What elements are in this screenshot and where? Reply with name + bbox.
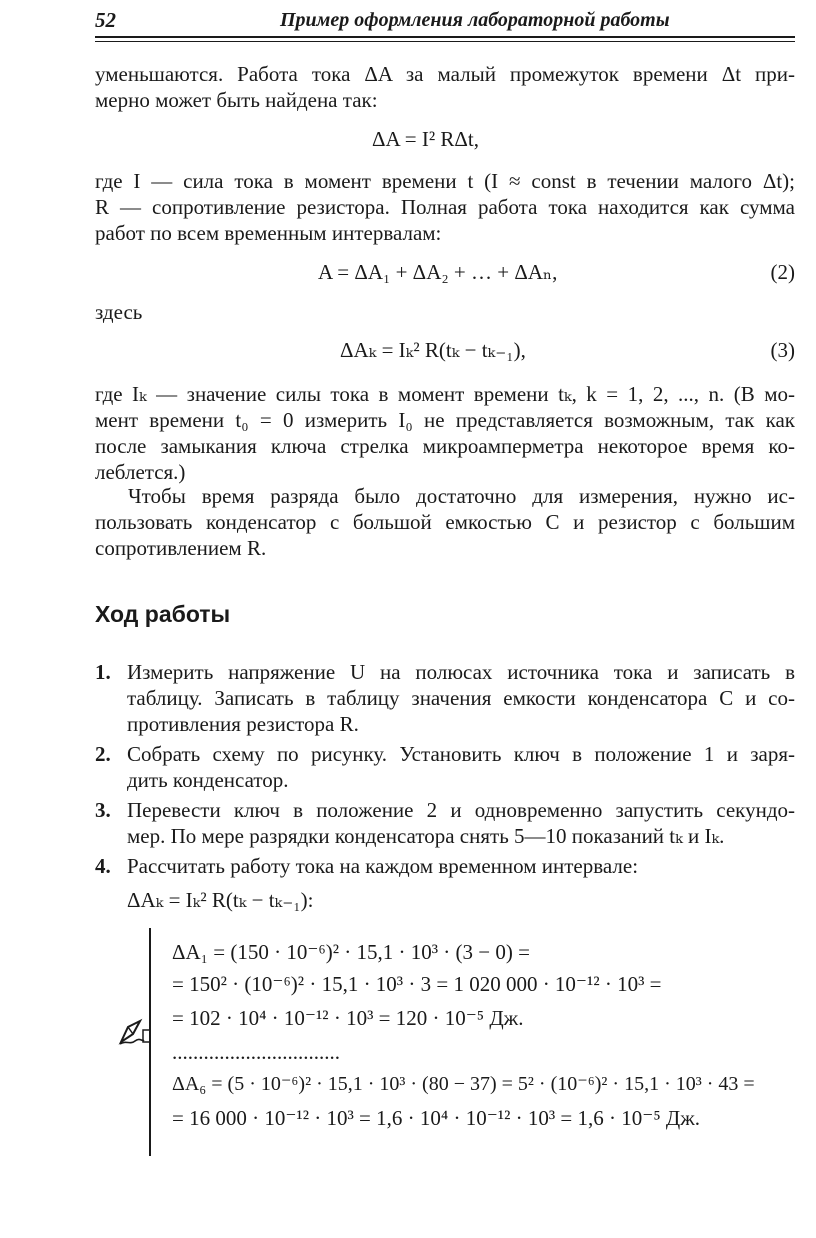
calc-line: = 150² · (10⁻⁶)² · 15,1 · 10³ · 3 = 1 020 000 · 10⁻¹² · 10³ = [172,972,662,996]
calc-line: ΔA₁ = (150 · 10⁻⁶)² · 15,1 · 10³ · (3 − 0) = [172,940,530,964]
list-number: 2. [95,742,111,766]
formula: ΔA = I² RΔt, [372,127,479,151]
text-line: R — сопротивление резистора. Полная работа тока находится как сумма [95,195,795,219]
text-line: где Iₖ — значение силы тока в момент времени tₖ, k = 1, 2, ..., n. (В мо- [95,382,795,406]
list-item-line: Перевести ключ в положение 2 и одновременно запустить секундо- [127,798,795,822]
calc-line: ΔA₆ = (5 · 10⁻⁶)² · 15,1 · 10³ · (80 − 37) = 5² · (10⁻⁶)² · 15,1 · 10³ · 43 = [172,1073,755,1095]
list-item-line: Собрать схему по рисунку. Установить ключ в положение 1 и заря- [127,742,795,766]
list-item-line: таблицу. Записать в таблицу значения емкости конденсатора C и со- [127,686,795,710]
formula: A = ΔA₁ + ΔA₂ + … + ΔAₙ, [318,260,558,284]
page-number: 52 [95,8,116,32]
list-number: 1. [95,660,111,684]
equation-number: (3) [770,338,795,362]
section-title: Ход работы [95,601,231,627]
equation-number: (2) [770,260,795,284]
header-rule-thin [95,41,795,42]
text-line: уменьшаются. Работа тока ΔA за малый промежуток времени Δt при- [95,62,795,86]
list-item-line: дить конденсатор. [127,768,289,792]
text-line: где I — сила тока в момент времени t (I ≈ const в течении малого Δt); [95,169,795,193]
list-number: 4. [95,854,111,878]
text-line: пользовать конденсатор с большой емкостью C и резистор с большим [95,510,795,534]
formula: ΔAₖ = Iₖ² R(tₖ − tₖ₋₁), [340,338,526,362]
list-item-line: мер. По мере разрядки конденсатора снять 5—10 показаний tₖ и Iₖ. [127,824,725,848]
pencil-writing-icon [118,1018,152,1046]
text-line: мент времени t₀ = 0 измерить I₀ не представляется возможным, так как [95,408,795,432]
text-line: мерно может быть найдена так: [95,88,378,112]
text-line: работ по всем временным интервалам: [95,221,442,245]
list-number: 3. [95,798,111,822]
list-item-formula: ΔAₖ = Iₖ² R(tₖ − tₖ₋₁): [127,888,314,912]
calc-ellipsis: ................................ [172,1040,340,1064]
list-item-line: Рассчитать работу тока на каждом временном интервале: [127,854,639,878]
calc-line: = 16 000 · 10⁻¹² · 10³ = 1,6 · 10⁴ · 10⁻¹² · 10³ = 1,6 · 10⁻⁵ Дж. [172,1106,700,1130]
list-item-line: Измерить напряжение U на полюсах источника тока и записать в [127,660,795,684]
text-line: сопротивлением R. [95,536,267,560]
text-line: после замыкания ключа стрелка микроамперметра некоторое время ко- [95,434,795,458]
text-line: Чтобы время разряда было достаточно для измерения, нужно ис- [128,484,795,508]
header-rule [95,36,795,38]
calc-line: = 102 · 10⁴ · 10⁻¹² · 10³ = 120 · 10⁻⁵ Дж. [172,1006,524,1030]
running-title: Пример оформления лабораторной работы [280,9,670,31]
text-line: здесь [95,300,143,324]
text-line: леблется.) [95,460,186,484]
list-item-line: противления резистора R. [127,712,359,736]
